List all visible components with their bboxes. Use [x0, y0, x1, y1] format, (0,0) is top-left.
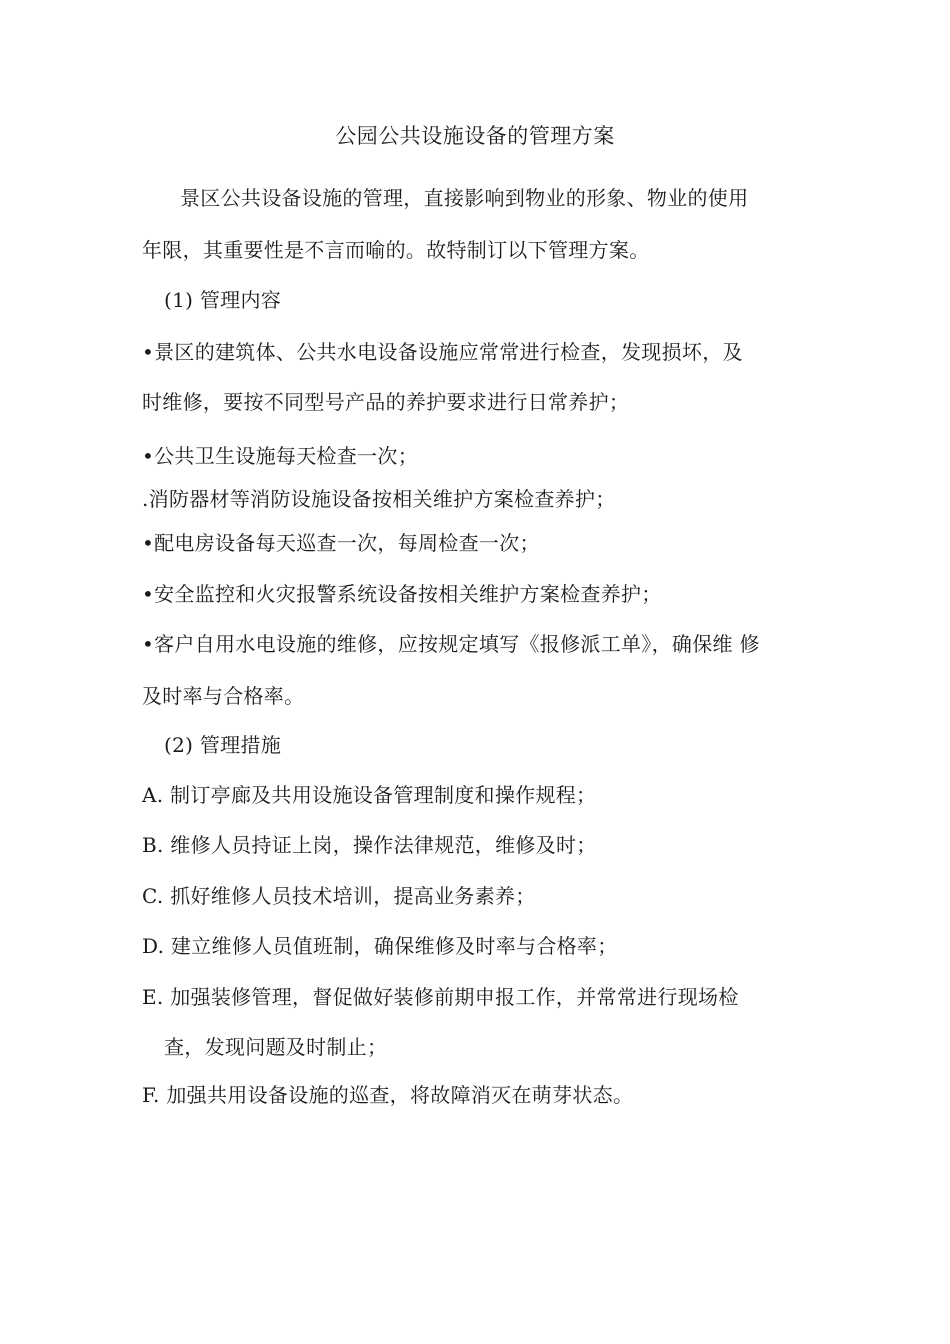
section1-item: •配电房设备每天巡查一次，每周检查一次； — [142, 531, 540, 555]
section2-item: F. 加强共用设备设施的巡查，将故障消灭在萌芽状态。 — [142, 1083, 634, 1107]
section1-item: •景区的建筑体、公共水电设备设施应常常进行检查，发现损坏，及 — [142, 340, 743, 364]
section1-item: .消防器材等消防设施设备按相关维护方案检查养护； — [142, 487, 616, 511]
section2-heading: (2) 管理措施 — [164, 733, 282, 757]
document-title: 公园公共设施设备的管理方案 — [335, 124, 615, 148]
section1-heading: (1) 管理内容 — [164, 288, 282, 312]
section1-item: 时维修，要按不同型号产品的养护要求进行日常养护； — [142, 390, 630, 414]
intro-line-2: 年限，其重要性是不言而喻的。故特制订以下管理方案。 — [142, 238, 650, 262]
section2-item: B. 维修人员持证上岗，操作法律规范，维修及时； — [142, 833, 597, 857]
section1-item: 及时率与合格率。 — [142, 684, 305, 708]
section1-item: •安全监控和火灾报警系统设备按相关维护方案检查养护； — [142, 582, 662, 606]
section2-item: E. 加强装修管理，督促做好装修前期申报工作，并常常进行现场检 — [142, 985, 739, 1009]
section1-item: •客户自用水电设施的维修，应按规定填写《报修派工单》，确保维 修 — [142, 632, 760, 656]
section2-item: A. 制订亭廊及共用设施设备管理制度和操作规程； — [142, 783, 597, 807]
section2-item: 查，发现问题及时制止； — [164, 1035, 388, 1059]
section2-item: C. 抓好维修人员技术培训，提高业务素养； — [142, 884, 536, 908]
section1-item: •公共卫生设施每天检查一次； — [142, 444, 418, 468]
intro-line-1: 景区公共设备设施的管理，直接影响到物业的形象、物业的使用 — [180, 186, 749, 210]
section2-item: D. 建立维修人员值班制，确保维修及时率与合格率； — [142, 934, 618, 958]
